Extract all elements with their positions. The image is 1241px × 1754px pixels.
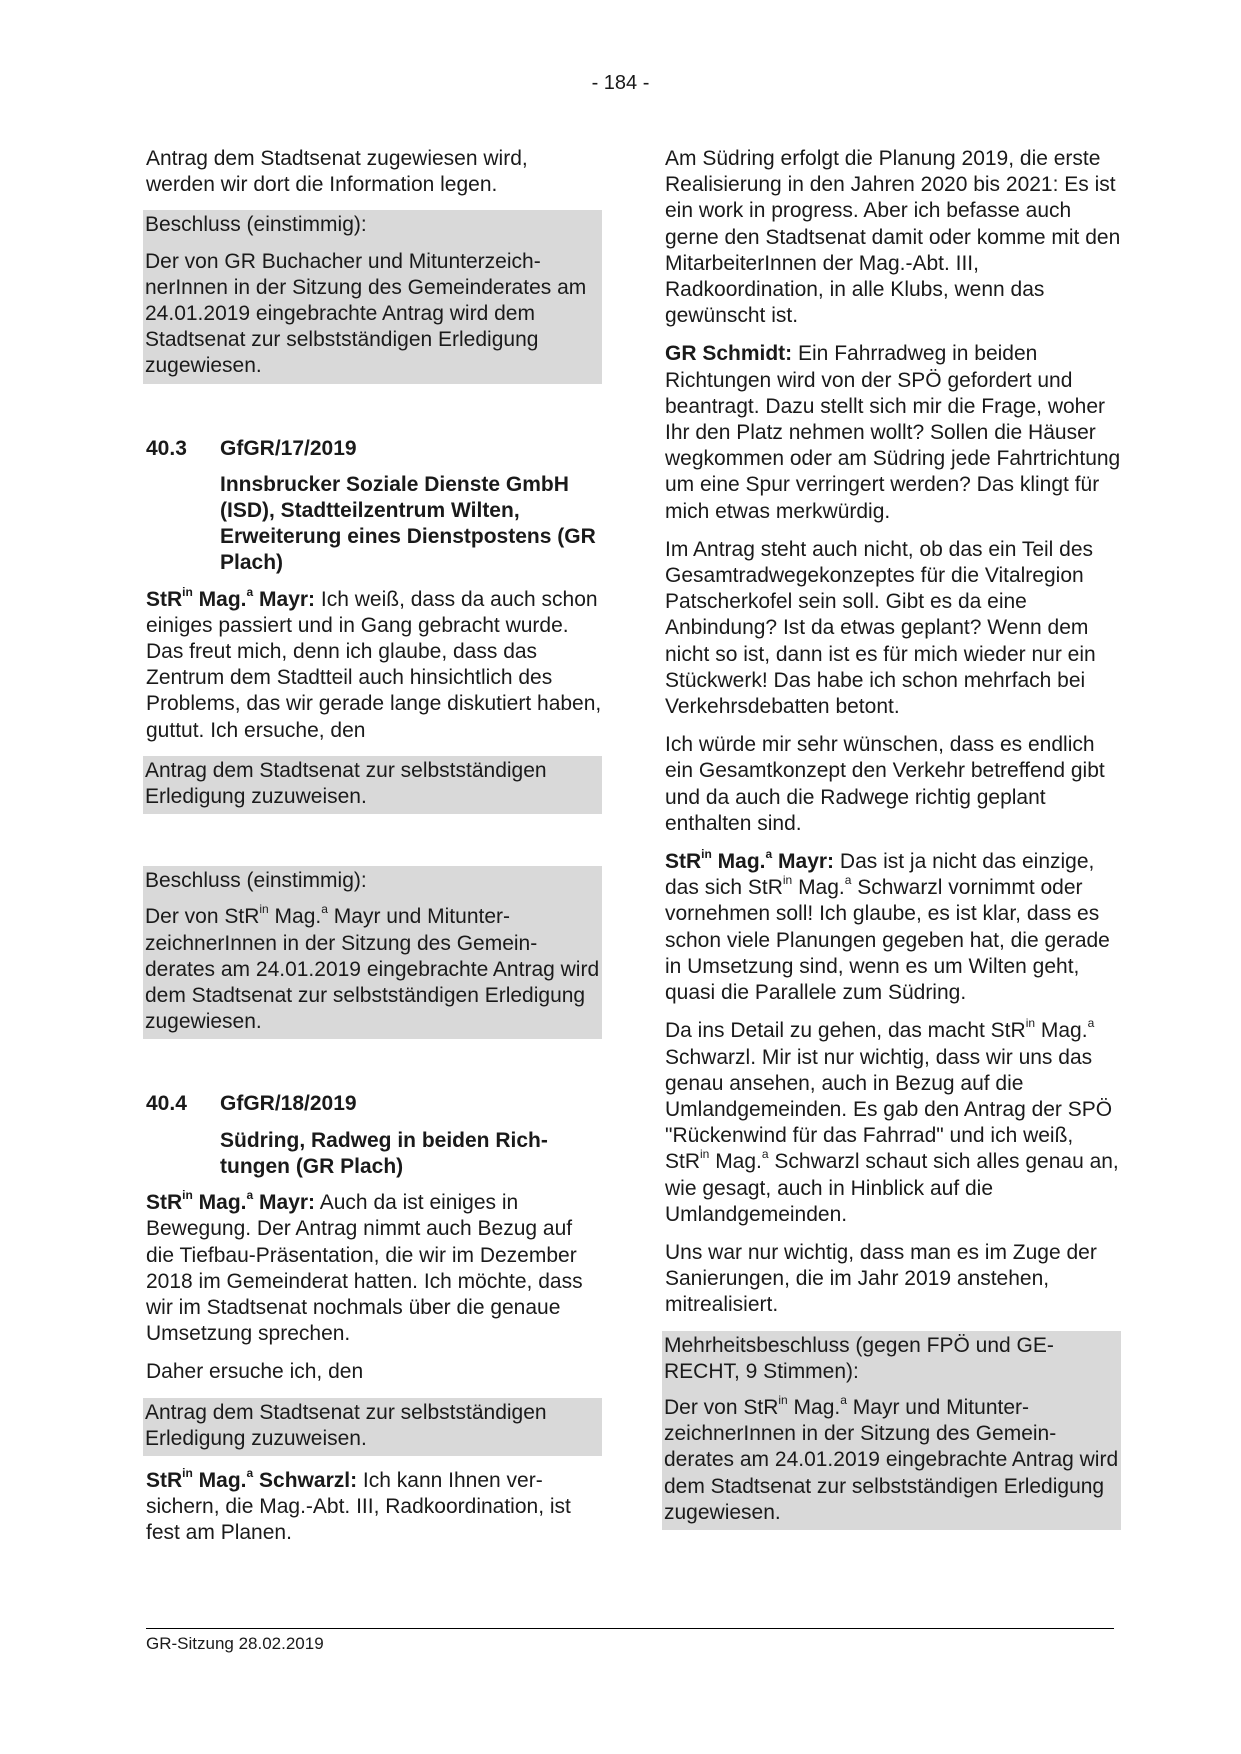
paragraph: Im Antrag steht auch nicht, ob das ein Teil des Gesamtradwegekonzeptes für die Vitalregion Patscherkofel sein soll. Gibt es da eine Anbindung? Ist da etwas geplant? Wenn dem nicht so ist, dann ist es für mich wieder nur ein Stückwerk! Das habe ich schon mehrfach bei Verkehrsdebatten betont. [665,537,1096,719]
footer-text: GR-Sitzung 28.02.2019 [146,1634,324,1653]
motion-text: Antrag dem Stadtsenat zur selbstständigen Erledigung zuzuweisen. [145,1400,547,1450]
speech-text: Ich kann Ihnen versichern, die Mag.-Abt. III, Radkoordination, ist fest am Planen. [146,1468,571,1545]
section-heading-40-4 [146,1091,602,1117]
paragraph: Daher ersuche ich, den [146,1360,364,1384]
paragraph: Antrag dem Stadtsenat zugewiesen wird, werden wir dort die Information legen. [146,147,528,197]
section-number: 40.4 [146,1092,187,1116]
resolution-title: Mehrheitsbeschluss (gegen FPÖ und GERECHT, 9 Stimmen): [664,1333,1054,1383]
motion-box [143,756,602,814]
speech-text: Auch da ist einiges in Bewegung. Der Antrag nimmt auch Bezug auf die Tiefbau-Präsentation, die wir im Dezember 2018 im Gemeinderat hatten. Ich möchte, dass wir im Stadtsenat nochmals über die genaue Umsetzung sprechen. [146,1191,583,1346]
speech-text: Ein Fahrradweg in beiden Richtungen wird von der SPÖ gefordert und beantragt. Dazu stellt sich mir die Frage, woher Ihr den Platz nehmen wollt? Sollen die Häuser wegkommen oder am Südring jede Fahrtrichtung um eine Spur verringert werden? Das klingt für mich etwas merkwürdig. [665,342,1121,523]
resolution-text: Der von GR Buchacher und MitunterzeichnerInnen in der Sitzung des Gemeinderates am 24.01.2019 eingebrachte Antrag wird dem Stadtsenat zur selbstständigen Erledigung zugewiesen. [145,249,587,378]
page-number: - 184 - [591,72,650,94]
motion-box [143,1398,602,1456]
speech-paragraph [146,584,602,744]
speech-paragraph [146,1190,602,1347]
resolution-title: Beschluss (einstimmig): [145,213,367,237]
speaker-name: StR$^{in}$ Mag.$^a$ Mayr: [146,584,316,611]
left-column [146,146,602,1559]
section-code: GfGR/17/2019 [220,436,357,460]
speaker-name: GR Schmidt: [665,342,793,366]
paragraph: Am Südring erfolgt die Planung 2019, die erste Realisierung in den Jahren 2020 bis 2021: Es ist ein work in progress. Aber ich befasse auch gerne den Stadtsenat damit oder komme mit den MitarbeiterInnen der Mag.-Abt. III, Radkoordination, in alle Klubs, wenn das gewünscht ist. [665,147,1121,328]
section-code: GfGR/18/2019 [220,1092,357,1116]
speaker-name: StR$^{in}$ Mag.$^a$ Mayr: [665,847,835,874]
speech-paragraph [665,341,1121,524]
speech-text: Ich weiß, dass da auch schon einiges passiert und in Gang gebracht wurde. Das freut mich, denn ich glaube, dass das Zentrum dem Stadtteil auch hinsichtlich des Problems, das wir gerade lange diskutiert haben, guttut. Ich ersuche, den [146,587,602,742]
section-title: Südring, Radweg in beiden Richtungen (GR Plach) [220,1128,548,1178]
section-number: 40.3 [146,436,187,460]
resolution-title: Beschluss (einstimmig): [145,869,367,893]
resolution-box [143,866,602,1039]
right-column [665,146,1121,1542]
speech-paragraph [146,1465,602,1547]
resolution-text: Der von StR$^{in}$ Mag.$^a$ Mayr und MitunterzeichnerInnen in der Sitzung des Gemeinderates am 24.01.2019 eingebrachte Antrag wird dem Stadtsenat zur selbstständigen Erledigung zugewiesen. [664,1392,1119,1524]
resolution-text: Der von StR$^{in}$ Mag.$^a$ Mayr und MitunterzeichnerInnen in der Sitzung des Gemeinderates am 24.01.2019 eingebrachte Antrag wird dem Stadtsenat zur selbstständigen Erledigung zugewiesen. [145,902,600,1034]
footer-divider [146,1628,1114,1629]
paragraph: Da ins Detail zu gehen, das macht StR$^{in}$ Mag.$^a$ Schwarzl. Mir ist nur wichtig, dass wir uns das genau ansehen, auch in Bezug auf die Umlandgemeinden. Es gab den Antrag der SPÖ "Rückenwind für das Fahrrad" und ich weiß, StR$^{in}$ Mag.$^a$ Schwarzl schaut sich alles genau an, wie gesagt, auch in Hinblick auf die Umlandgemeinden. [665,1016,1119,1226]
resolution-box [662,1331,1121,1530]
section-heading-40-3 [146,436,602,462]
motion-text: Antrag dem Stadtsenat zur selbstständigen Erledigung zuzuweisen. [145,758,547,809]
speech-paragraph [665,849,1121,1006]
section-title: Innsbrucker Soziale Dienste GmbH (ISD), Stadtteilzentrum Wilten, Erweiterung eines Dienstpostens (GR Plach) [220,472,596,575]
speaker-name: StR$^{in}$ Mag.$^a$ Schwarzl: [146,1465,358,1492]
speaker-name: StR$^{in}$ Mag.$^a$ Mayr: [146,1188,316,1215]
resolution-box [143,210,602,383]
paragraph: Ich würde mir sehr wünschen, dass es endlich ein Gesamtkonzept den Verkehr betreffend gibt und da auch die Radwege richtig geplant enthalten sind. [665,733,1105,835]
paragraph: Uns war nur wichtig, dass man es im Zuge der Sanierungen, die im Jahr 2019 anstehen, mitrealisiert. [665,1240,1097,1317]
speech-text: Das ist ja nicht das einzige, das sich StR$^{in}$ Mag.$^a$ Schwarzl vornimmt oder vornehmen soll! Ich glaube, es ist klar, dass es schon viele Planungen gegeben hat, die gerade in Umsetzung sind, wenn es um Wilten geht, quasi die Parallele zum Südring. [665,850,1110,1005]
